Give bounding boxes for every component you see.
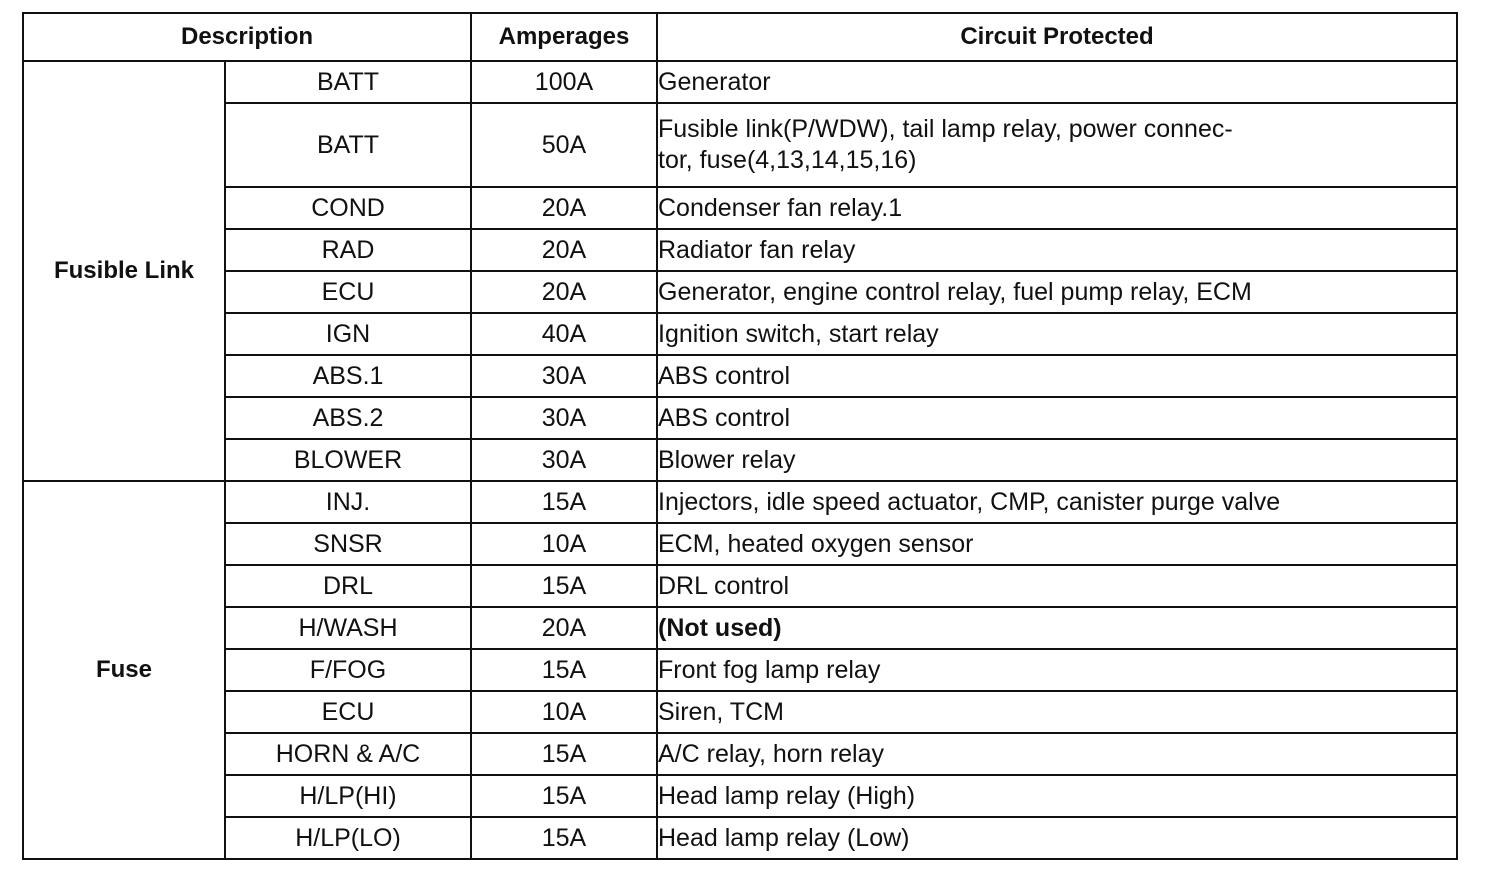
table-row [23, 523, 1457, 565]
table-row [23, 397, 1457, 439]
header-amperages: Amperages [471, 13, 657, 61]
table-row [23, 61, 1457, 103]
fuse-circuit: Injectors, idle speed actuator, CMP, canister purge valve [657, 481, 1457, 523]
fuse-circuit: ABS control [657, 355, 1457, 397]
table-row [23, 775, 1457, 817]
header-description: Description [23, 13, 471, 61]
fuse-circuit: A/C relay, horn relay [657, 733, 1457, 775]
fuse-amperage: 20A [471, 271, 657, 313]
fuse-circuit-line: Fusible link(P/WDW), tail lamp relay, power connec- [658, 115, 1233, 143]
table-row [23, 271, 1457, 313]
group-label-fusible-link: Fusible Link [23, 61, 225, 481]
fuse-name: H/WASH [225, 607, 471, 649]
table-row [23, 313, 1457, 355]
table-row [23, 481, 1457, 523]
fuse-name: COND [225, 187, 471, 229]
fuse-circuit: Head lamp relay (Low) [657, 817, 1457, 859]
fuse-circuit: Condenser fan relay.1 [657, 187, 1457, 229]
table-row [23, 439, 1457, 481]
fuse-amperage: 15A [471, 481, 657, 523]
fuse-amperage: 50A [471, 103, 657, 187]
fuse-amperage: 15A [471, 775, 657, 817]
fuse-name: BLOWER [225, 439, 471, 481]
fuse-amperage: 10A [471, 691, 657, 733]
header-row [23, 13, 1457, 61]
fuse-circuit-line: tor, fuse(4,13,14,15,16) [658, 146, 917, 174]
fuse-amperage: 10A [471, 523, 657, 565]
fuse-name: ABS.1 [225, 355, 471, 397]
fuse-circuit: DRL control [657, 565, 1457, 607]
fuse-amperage: 20A [471, 229, 657, 271]
table-row [23, 607, 1457, 649]
fuse-circuit: Radiator fan relay [657, 229, 1457, 271]
fuse-name: H/LP(LO) [225, 817, 471, 859]
fuse-name: ABS.2 [225, 397, 471, 439]
fuse-name: INJ. [225, 481, 471, 523]
table-row [23, 649, 1457, 691]
fuse-circuit: Ignition switch, start relay [657, 313, 1457, 355]
fuse-name: ECU [225, 691, 471, 733]
fuse-circuit: ABS control [657, 397, 1457, 439]
fuse-circuit: Blower relay [657, 439, 1457, 481]
table-row [23, 817, 1457, 859]
fuse-name: SNSR [225, 523, 471, 565]
fuse-name: H/LP(HI) [225, 775, 471, 817]
fuse-name: BATT [225, 61, 471, 103]
fuse-name: DRL [225, 565, 471, 607]
fuse-amperage: 30A [471, 439, 657, 481]
fuse-amperage: 15A [471, 817, 657, 859]
fuse-circuit: (Not used) [657, 607, 1457, 649]
fuse-amperage: 20A [471, 187, 657, 229]
fuse-circuit: Head lamp relay (High) [657, 775, 1457, 817]
fuse-name: F/FOG [225, 649, 471, 691]
fuse-name: BATT [225, 103, 471, 187]
fuse-circuit: ECM, heated oxygen sensor [657, 523, 1457, 565]
fuse-circuit: Front fog lamp relay [657, 649, 1457, 691]
fuse-amperage: 15A [471, 649, 657, 691]
fuse-circuit [657, 103, 1457, 187]
table-row [23, 691, 1457, 733]
fuse-name: RAD [225, 229, 471, 271]
fuse-name: IGN [225, 313, 471, 355]
table-row [23, 187, 1457, 229]
table-row [23, 103, 1457, 187]
fuse-name: HORN & A/C [225, 733, 471, 775]
table-row [23, 565, 1457, 607]
fuse-amperage: 15A [471, 733, 657, 775]
fuse-circuit: Generator [657, 61, 1457, 103]
fuse-circuit: Generator, engine control relay, fuel pump relay, ECM [657, 271, 1457, 313]
table-row [23, 355, 1457, 397]
fuse-amperage: 20A [471, 607, 657, 649]
fuse-amperage: 40A [471, 313, 657, 355]
fuse-amperage: 100A [471, 61, 657, 103]
group-label-fuse: Fuse [23, 481, 225, 859]
table-row [23, 229, 1457, 271]
table-row [23, 733, 1457, 775]
fuse-table [22, 12, 1458, 860]
fuse-amperage: 30A [471, 397, 657, 439]
fuse-amperage: 15A [471, 565, 657, 607]
fuse-name: ECU [225, 271, 471, 313]
fuse-circuit: Siren, TCM [657, 691, 1457, 733]
header-circuit-protected: Circuit Protected [657, 13, 1457, 61]
fuse-amperage: 30A [471, 355, 657, 397]
